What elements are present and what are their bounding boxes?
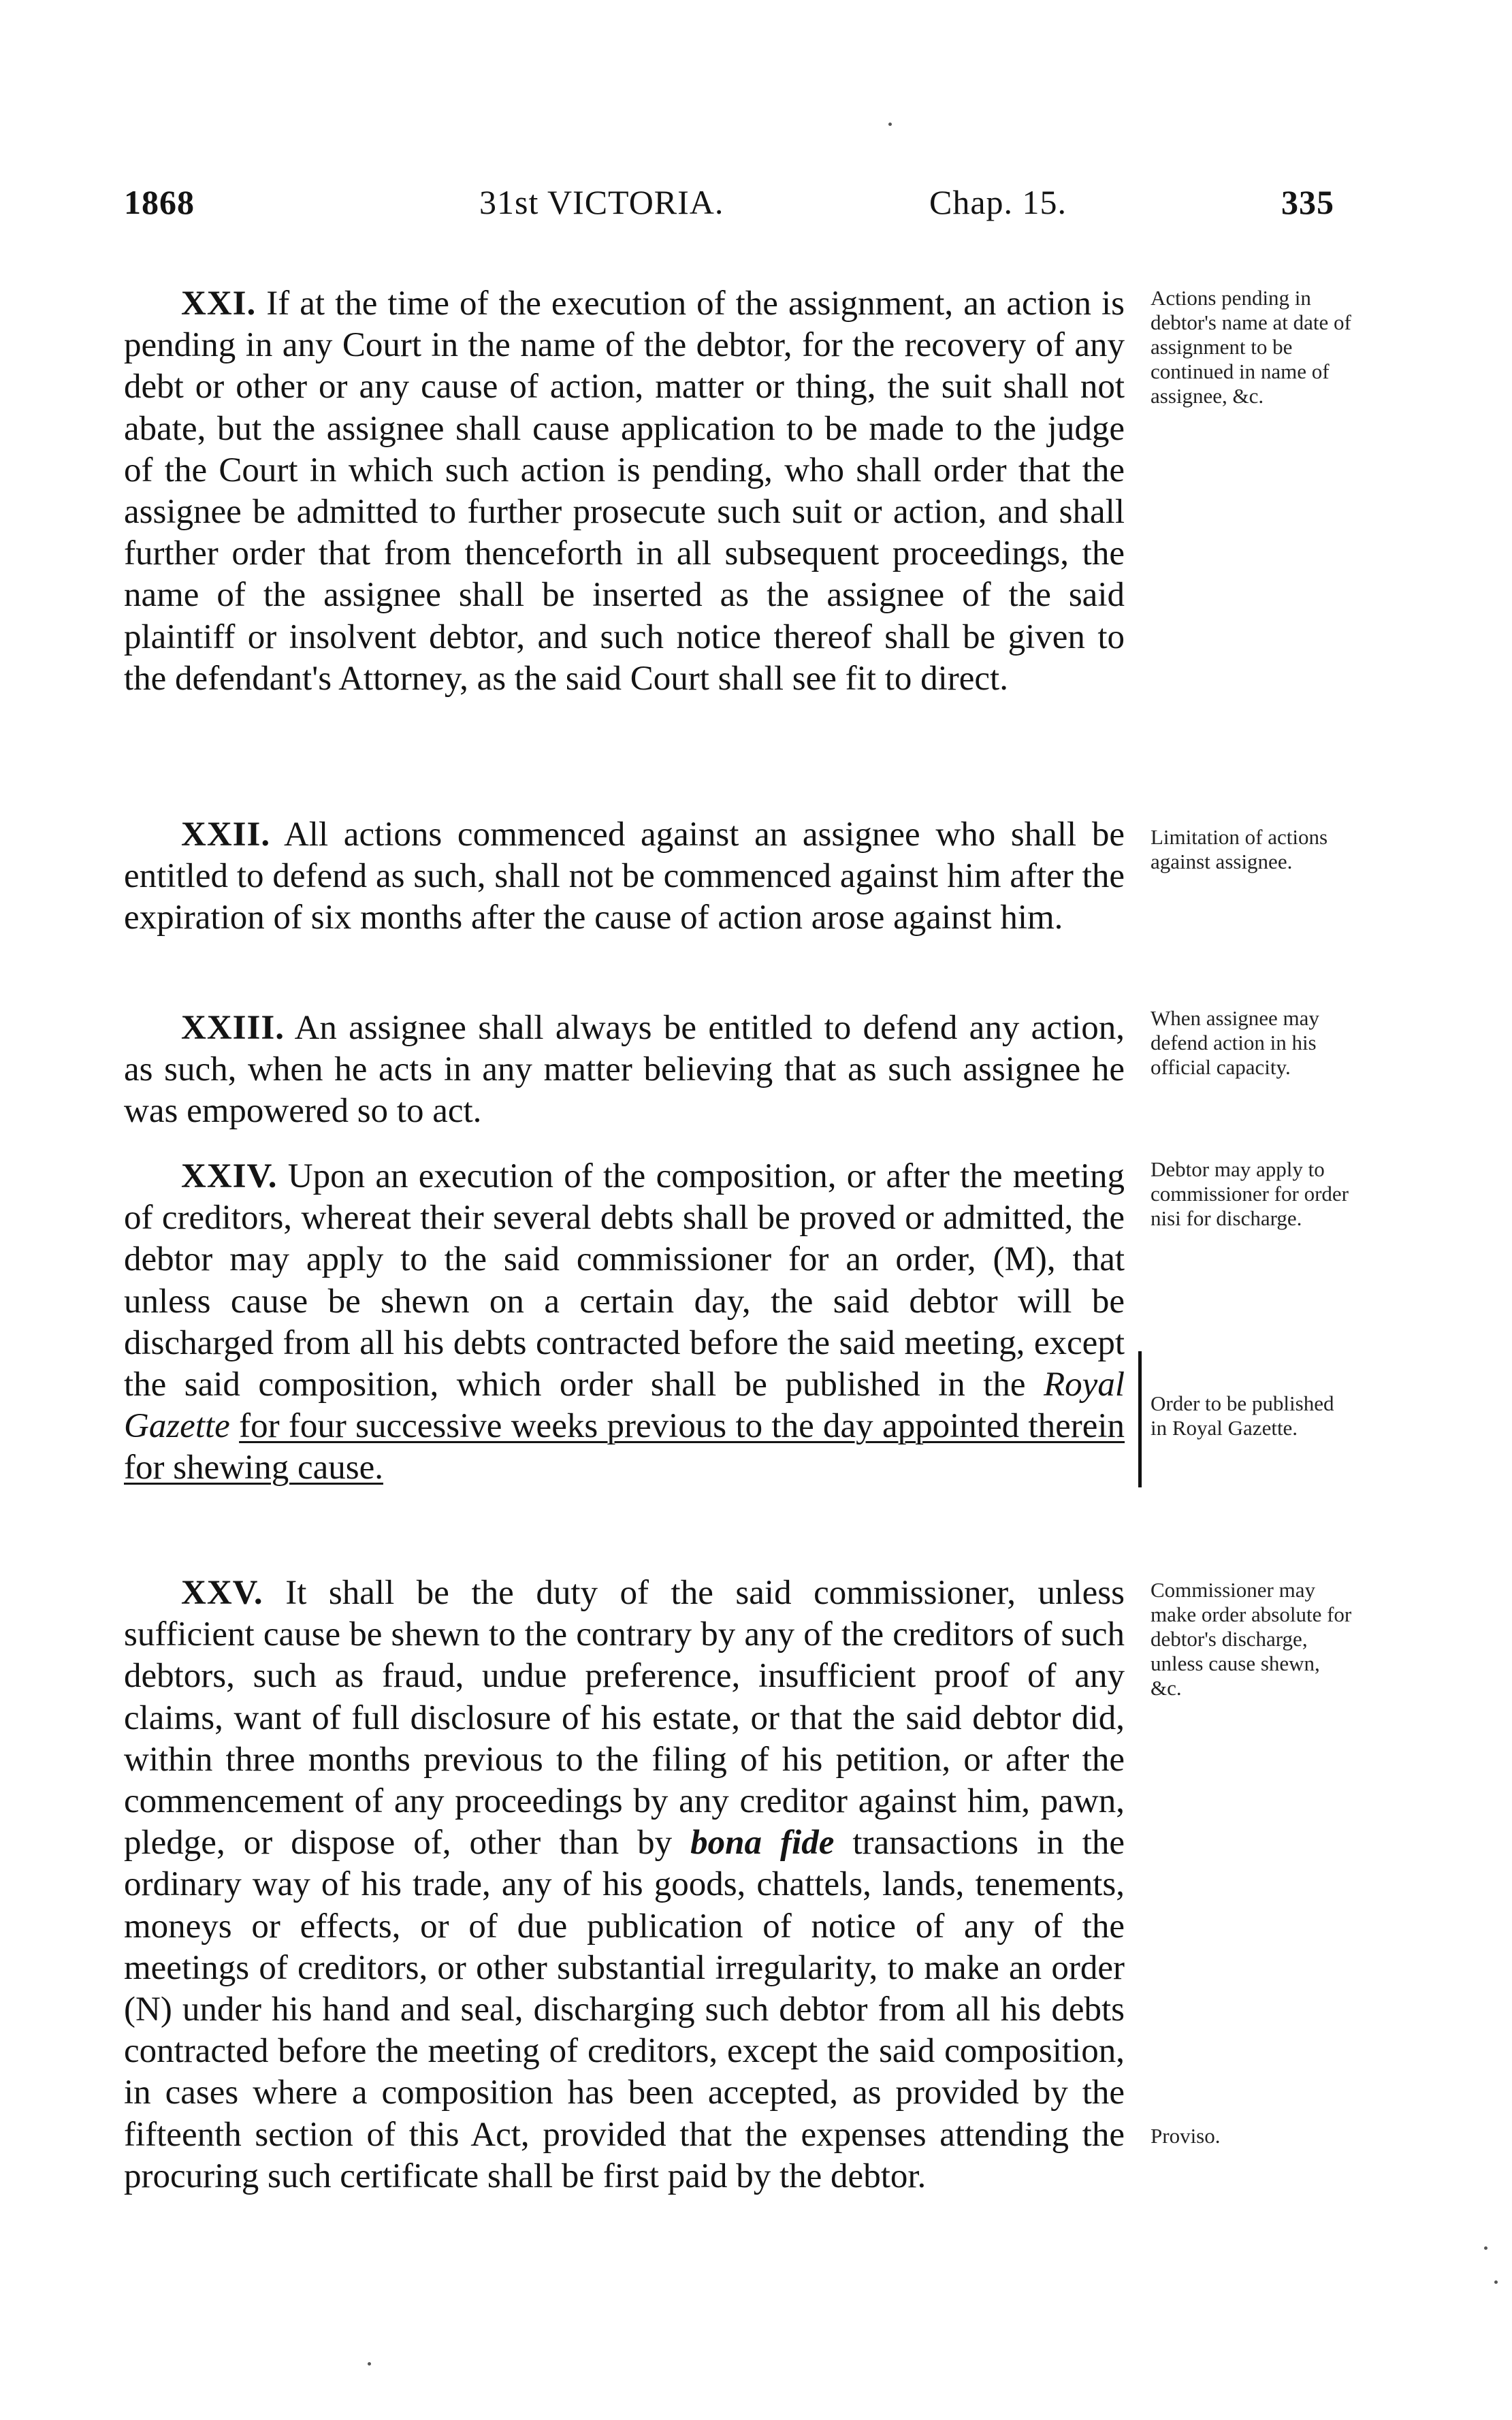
- running-header: [124, 182, 1334, 230]
- section-text-part2: transactions in the ordinary way of his trade, any of his goods, chattels, lands, tenements, moneys or effects, or of due publication of notice of any of the meetings of creditors, or other substantial irregularity, to make an order (N) under his hand and seal, discharging such debtor from all his debts contracted before the meeting of creditors, except the said composition, in cases where a composition has been accepted, as provided by the fifteenth section of this Act, provided that the expenses attending the procuring such certificate shall be first paid by the debtor.: [124, 1824, 1125, 2195]
- scan-speck: [1484, 2246, 1487, 2250]
- marginal-note-proviso: Proviso.: [1151, 2124, 1221, 2148]
- marginal-note-xxi: Actions pending in debtor's name at date of assignment to be continued in name of assignee, &c.: [1151, 286, 1351, 408]
- section-number: XXIII.: [181, 1009, 285, 1047]
- header-reign: 31st VICTORIA.: [479, 183, 724, 221]
- marginal-note-xxv: Commissioner may make order absolute for debtor's discharge, unless cause shewn, &c.: [1151, 1578, 1352, 1700]
- section-xxiii-paragraph: [124, 1007, 1125, 1133]
- section-text-before-italic: Upon an execution of the composition, or after the meeting of creditors, whereat their several debts shall be proved or admitted, the debtor may apply to the said commissioner for an order, (M), that unless cause be shewn on a certain day, the said debtor will be discharged from all his debts contracted before the said meeting, except the said composition, which order shall be published in the: [124, 1157, 1125, 1404]
- header-page-number: 335: [1281, 183, 1334, 221]
- section-xxii: [124, 814, 1125, 939]
- section-xxv: [124, 1572, 1125, 2197]
- underlined-text: for four successive weeks previous to the day appointed therein for shewing cause.: [124, 1407, 1125, 1487]
- section-xxi: [124, 283, 1125, 700]
- section-number: XXV.: [181, 1574, 263, 1612]
- italic-royal-gazette: Royal Gazette: [124, 1366, 1125, 1446]
- marginal-note-xxiii: When assignee may defend action in his official capacity.: [1151, 1006, 1319, 1079]
- section-number: XXIV.: [181, 1157, 278, 1195]
- section-number: XXII.: [181, 816, 271, 854]
- scan-speck: [1494, 2280, 1498, 2284]
- section-text: All actions commenced against an assignee who shall be entitled to defend as such, shall not be commenced against him after the expiration of six months after the cause of action arose against him.: [124, 816, 1125, 937]
- handwritten-bracket: [1129, 1351, 1142, 1487]
- header-year: 1868: [124, 183, 195, 221]
- section-text: An assignee shall always be entitled to defend any action, as such, when he acts in any matter believing that as such assignee he was empowered so to act.: [124, 1009, 1125, 1131]
- section-xxiii: [124, 1007, 1125, 1133]
- section-number: XXI.: [181, 285, 257, 323]
- marginal-note-xxii: Limitation of actions against assignee.: [1151, 825, 1328, 873]
- scan-speck: [888, 123, 892, 126]
- section-xxiv-paragraph: [124, 1156, 1125, 1489]
- header-chapter: Chap. 15.: [929, 183, 1067, 221]
- scan-speck: [368, 2362, 371, 2366]
- section-xxv-paragraph: [124, 1572, 1125, 2197]
- section-xxiv: [124, 1156, 1125, 1489]
- section-xxii-paragraph: [124, 814, 1125, 939]
- marginal-note-xxiv-a: Debtor may apply to commissioner for order nisi for discharge.: [1151, 1157, 1349, 1230]
- section-text-part1: It shall be the duty of the said commissioner, unless sufficient cause be shewn to the contrary by any of the creditors of such debtors, such as fraud, undue preference, insufficient proof of any claims, want of full disclosure of his estate, or that the said debtor did, within three months previous to the filing of his petition, or after the commencement of any proceedings by any creditor against him, pawn, pledge, or dispose of, other than by: [124, 1574, 1125, 1862]
- marginal-note-xxiv-b: Order to be published in Royal Gazette.: [1151, 1391, 1334, 1440]
- italic-bona-fide: bona fide: [690, 1824, 835, 1862]
- section-text: If at the time of the execution of the assignment, an action is pending in any Court in the name of the debtor, for the recovery of any debt or other or any cause of action, matter or thing, the suit shall not abate, but the assignee shall cause application to be made to the judge of the Court in which such action is pending, who shall order that the assignee be admitted to further prosecute such suit or action, and shall further order that from thenceforth in all subsequent proceedings, the name of the assignee shall be inserted as the assignee of the said plaintiff or insolvent debtor, and such notice thereof shall be given to the defendant's Attorney, as the said Court shall see fit to direct.: [124, 285, 1125, 698]
- section-xxi-paragraph: [124, 283, 1125, 700]
